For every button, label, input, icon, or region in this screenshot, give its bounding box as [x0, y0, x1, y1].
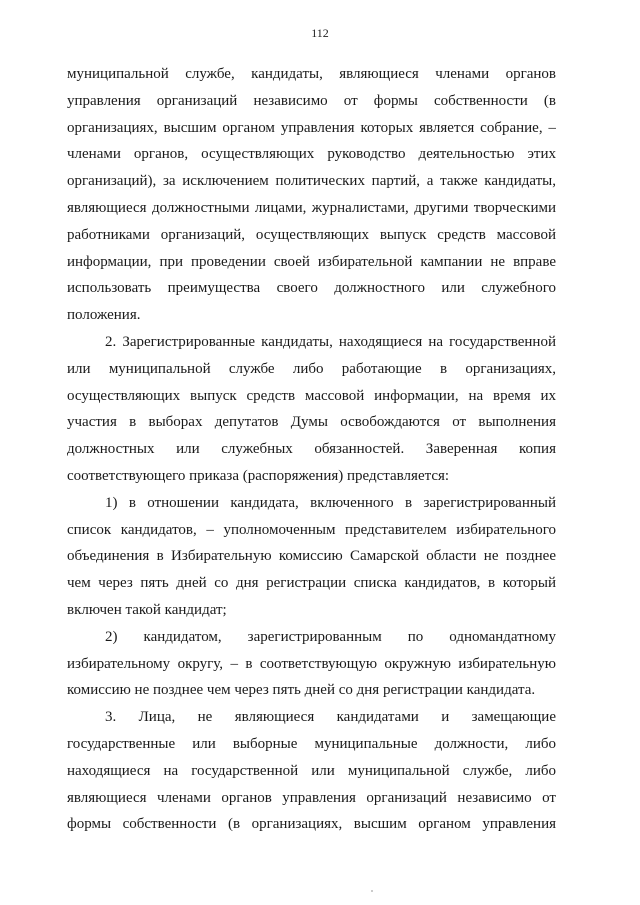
text-line: положения.	[67, 307, 141, 324]
text-line: комиссию не позднее чем через пять дней со дня регистрации кандидата.	[67, 682, 536, 699]
text-line: членами органов, осуществляющих руководство деятельностью этих	[67, 146, 556, 163]
text-line: муниципальной службе, кандидаты, являющиеся членами органов	[67, 66, 556, 82]
text-line: государственные или выборные муниципальные должности, либо	[67, 735, 556, 752]
text-line: находящиеся на государственной или муниципальной службе, либо	[67, 762, 556, 779]
text-line: должностных или служебных обязанностей. Заверенная копия	[67, 441, 556, 458]
text-line: чем через пять дней со дня регистрации списка кандидатов, в который	[67, 575, 556, 592]
text-line: являющиеся должностными лицами, журналистами, другими творческими	[67, 199, 556, 216]
text-line: соответствующего приказа (распоряжения) представляется:	[67, 467, 450, 484]
paragraph-start-line: 3. Лица, не являющиеся кандидатами и замещающие	[105, 709, 556, 726]
text-line: формы собственности (в организациях, высшим органом управления	[67, 816, 556, 833]
paragraph-start-line: 2. Зарегистрированные кандидаты, находящиеся на государственной	[105, 333, 556, 350]
paragraph-start-line: 1) в отношении кандидата, включенного в зарегистрированный	[105, 494, 556, 511]
text-line: объединения в Избирательную комиссию Самарской области не позднее	[67, 548, 556, 565]
text-line: включен такой кандидат;	[67, 601, 227, 618]
text-line: участия в выборах депутатов Думы освобождаются от выполнения	[67, 414, 556, 431]
text-line: или муниципальной службе либо работающие в организациях,	[67, 360, 556, 377]
page-number: 112	[311, 26, 329, 40]
scan-artifact	[371, 890, 373, 892]
text-line: информации, при проведении своей избирательной кампании не вправе	[67, 253, 556, 270]
text-line: список кандидатов, – уполномоченным представителем избирательного	[67, 521, 556, 538]
text-line: осуществляющих выпуск средств массовой информации, на время их	[67, 387, 556, 404]
text-line: организациях, высшим органом управления которых является собрание, –	[67, 119, 556, 136]
text-line: являющиеся членами органов управления организаций независимо от	[67, 789, 556, 806]
text-line: управления организаций независимо от формы собственности (в	[67, 92, 556, 109]
text-line: организаций), за исключением политических партий, а также кандидаты,	[67, 173, 556, 190]
document-body	[67, 61, 556, 838]
text-line: использовать преимущества своего должностного или служебного	[67, 280, 556, 297]
text-line: работниками организаций, осуществляющих выпуск средств массовой	[67, 226, 556, 243]
paragraph-start-line: 2) кандидатом, зарегистрированным по одномандатному	[105, 628, 556, 645]
text-line: избирательному округу, – в соответствующую окружную избирательную	[67, 655, 556, 672]
